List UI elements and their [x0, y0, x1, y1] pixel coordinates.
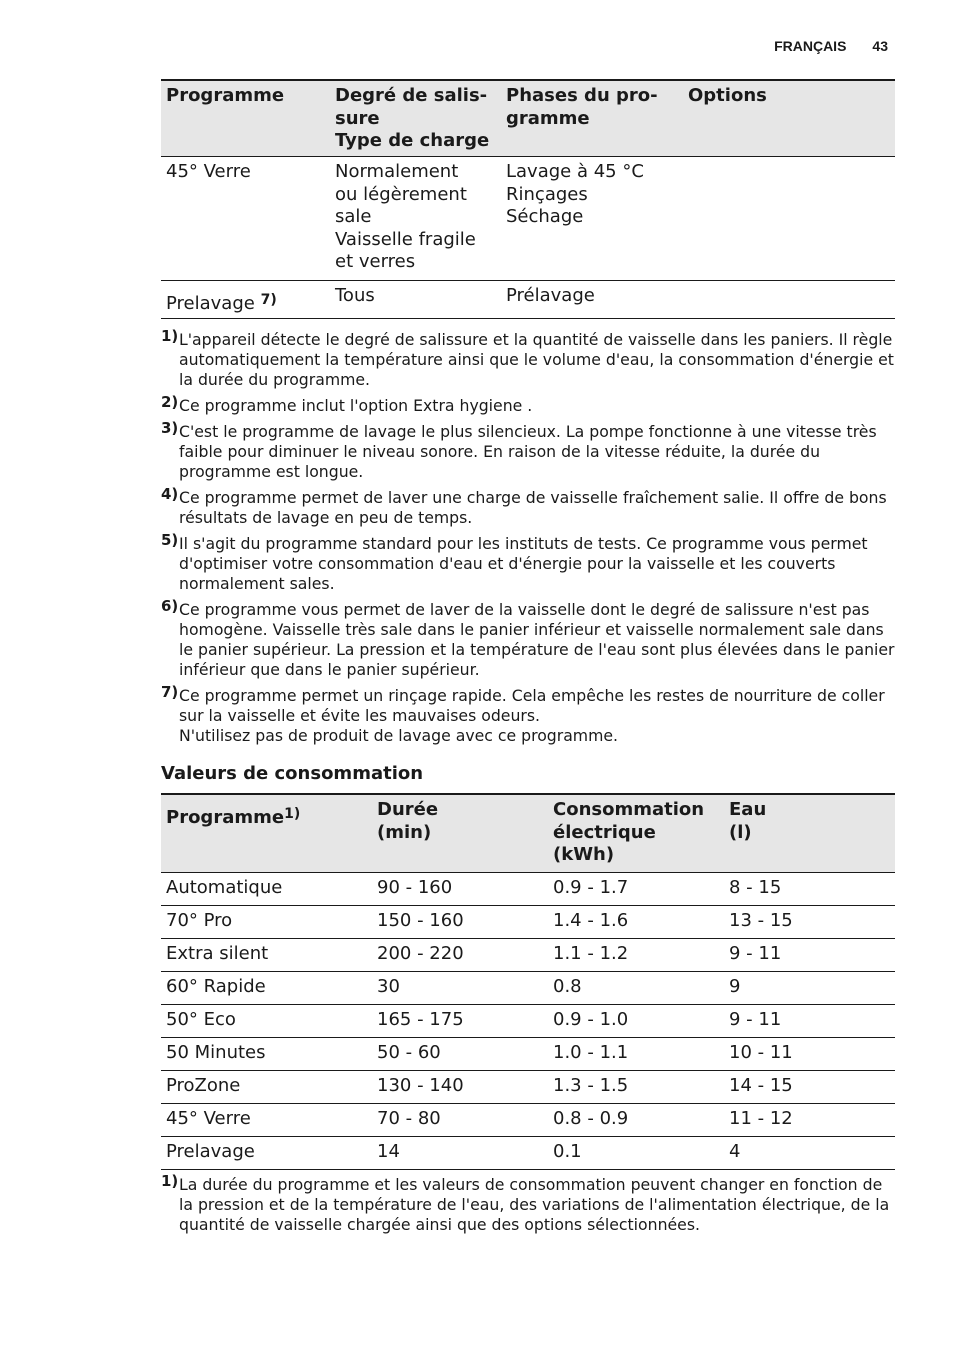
footnote — [161, 531, 895, 594]
cell-eau: 14 - 15 — [729, 1075, 793, 1096]
program-table — [161, 79, 895, 319]
footnote — [161, 393, 895, 416]
col-header-programme — [161, 795, 372, 872]
footnotes — [161, 327, 895, 746]
section-name: FRANÇAIS — [774, 38, 847, 54]
consumption-table — [161, 793, 895, 1170]
cell-programme: 45° Verre — [166, 1108, 251, 1129]
col-header-degre: Degré de salis- sure Type de charge — [335, 85, 490, 151]
cell-duree: 70 - 80 — [377, 1108, 441, 1129]
cell-consommation: 0.1 — [553, 1141, 582, 1162]
cell-programme: 50° Eco — [166, 1009, 236, 1030]
footnote-text: Ce programme vous permet de laver de la vaisselle dont le degré de salissure n'est pas homogène. Vaisselle très sale dans le panier inférieur et vaisselle normalement sale dans le panier supérieur. La pression et la température de l'eau sont plus élevées dans le panier inférieur que dans le panier supérieur. — [179, 600, 895, 679]
cell-programme: Extra silent — [166, 943, 269, 964]
cell-consommation: 0.9 - 1.7 — [553, 877, 629, 898]
footnote-number: 2) — [161, 393, 179, 411]
footnote — [161, 419, 895, 482]
table-row — [161, 1038, 895, 1071]
col-header-options: Options — [688, 85, 767, 106]
footnote-ref: 1) — [284, 806, 301, 822]
footnote-text: Ce programme permet un rinçage rapide. Cela empêche les restes de nourriture de coller sur la vaisselle et évite les mauvaises odeurs. N'utilisez pas de produit de lavage avec ce programme. — [179, 686, 885, 745]
table-row — [161, 873, 895, 906]
section-title: Valeurs de consommation — [161, 763, 424, 784]
cell-consommation: 1.4 - 1.6 — [553, 910, 629, 931]
programme-name: Prelavage — [166, 293, 255, 314]
table-row — [161, 157, 895, 281]
table-row — [161, 972, 895, 1005]
footnote-text: Ce programme permet de laver une charge de vaisselle fraîchement salie. Il offre de bons résultats de lavage en peu de temps. — [179, 488, 887, 527]
cell-duree: 14 — [377, 1141, 400, 1162]
table-row — [161, 281, 895, 319]
table-row — [161, 1005, 895, 1038]
cell-eau: 4 — [729, 1141, 741, 1162]
consumption-footnote — [161, 1172, 895, 1235]
cell-programme: ProZone — [166, 1075, 241, 1096]
table-row — [161, 1137, 895, 1170]
col-header-eau: Eau (l) — [729, 799, 767, 843]
cell-programme — [161, 281, 330, 318]
cell-duree: 130 - 140 — [377, 1075, 464, 1096]
cell-options — [683, 157, 895, 280]
footnote-number: 1) — [161, 1172, 179, 1190]
page-number: 43 — [872, 38, 888, 54]
footnote — [161, 1172, 895, 1235]
footnote — [161, 597, 895, 680]
table-row — [161, 1104, 895, 1137]
cell-eau: 9 - 11 — [729, 943, 782, 964]
cell-programme: Automatique — [166, 877, 283, 898]
cell-consommation: 1.3 - 1.5 — [553, 1075, 629, 1096]
cell-eau: 10 - 11 — [729, 1042, 793, 1063]
footnote-text: C'est le programme de lavage le plus silencieux. La pompe fonctionne à une vitesse très faible pour diminuer le niveau sonore. En raison de la vitesse réduite, la durée du programme est longue. — [179, 422, 877, 481]
cell-eau: 9 — [729, 976, 741, 997]
cell-phases: Lavage à 45 °C Rinçages Séchage — [506, 161, 644, 227]
programme-name: 45° Verre — [166, 161, 251, 182]
cell-duree: 90 - 160 — [377, 877, 453, 898]
cell-eau: 11 - 12 — [729, 1108, 793, 1129]
cell-duree: 50 - 60 — [377, 1042, 441, 1063]
cell-consommation: 0.8 - 0.9 — [553, 1108, 629, 1129]
cell-programme: 70° Pro — [166, 910, 233, 931]
cell-consommation: 0.8 — [553, 976, 582, 997]
footnote — [161, 327, 895, 390]
cell-duree: 150 - 160 — [377, 910, 464, 931]
consumption-table-body — [161, 873, 895, 1170]
cell-consommation: 1.1 - 1.2 — [553, 943, 629, 964]
footnote-text: Il s'agit du programme standard pour les instituts de tests. Ce programme vous permet d'optimiser votre consommation d'eau et d'énergie pour la vaisselle et les couverts normalement sales. — [179, 534, 868, 593]
table-row — [161, 939, 895, 972]
col-header-duree: Durée (min) — [377, 799, 439, 843]
cell-programme: Prelavage — [166, 1141, 255, 1162]
cell-eau: 8 - 15 — [729, 877, 782, 898]
cell-duree: 200 - 220 — [377, 943, 464, 964]
cell-programme: 50 Minutes — [166, 1042, 266, 1063]
table-row — [161, 1071, 895, 1104]
cell-degre: Tous — [335, 285, 375, 306]
cell-eau: 9 - 11 — [729, 1009, 782, 1030]
footnote — [161, 683, 895, 746]
program-table-header — [161, 81, 895, 157]
table-row — [161, 906, 895, 939]
footnote-text: La durée du programme et les valeurs de consommation peuvent changer en fonction de la pression et de la température de l'eau, des variations de l'alimentation électrique, de la quantité de vaisselle chargée ainsi que des options sélectionnées. — [179, 1175, 890, 1234]
footnote-number: 1) — [161, 327, 179, 345]
footnote-text: Ce programme inclut l'option Extra hygiene . — [179, 396, 533, 415]
col-header-label: Programme — [166, 807, 285, 828]
cell-phases: Prélavage — [506, 285, 595, 306]
col-header-consommation: Consommation électrique (kWh) — [553, 799, 705, 865]
cell-eau: 13 - 15 — [729, 910, 793, 931]
footnote-number: 6) — [161, 597, 179, 615]
footnote-number: 5) — [161, 531, 179, 549]
page-header — [774, 38, 888, 54]
footnote-text: L'appareil détecte le degré de salissure et la quantité de vaisselle dans les paniers. Il règle automatiquement la température ainsi que le volume d'eau, la consommation d'énergie et la durée du programme. — [179, 330, 894, 389]
cell-programme: 60° Rapide — [166, 976, 266, 997]
cell-duree: 30 — [377, 976, 400, 997]
cell-degre: Normalement ou légèrement sale Vaisselle fragile et verres — [335, 161, 476, 272]
footnote-number: 4) — [161, 485, 179, 503]
cell-programme — [161, 157, 330, 280]
footnote-number: 3) — [161, 419, 179, 437]
footnote-number: 7) — [161, 683, 179, 701]
col-header-programme: Programme — [166, 85, 285, 106]
cell-consommation: 0.9 - 1.0 — [553, 1009, 629, 1030]
footnote — [161, 485, 895, 528]
cell-options — [683, 281, 895, 318]
consumption-table-header — [161, 795, 895, 873]
cell-consommation: 1.0 - 1.1 — [553, 1042, 629, 1063]
cell-duree: 165 - 175 — [377, 1009, 464, 1030]
footnote-ref: 7) — [260, 292, 277, 308]
col-header-phases: Phases du pro- gramme — [506, 85, 658, 129]
